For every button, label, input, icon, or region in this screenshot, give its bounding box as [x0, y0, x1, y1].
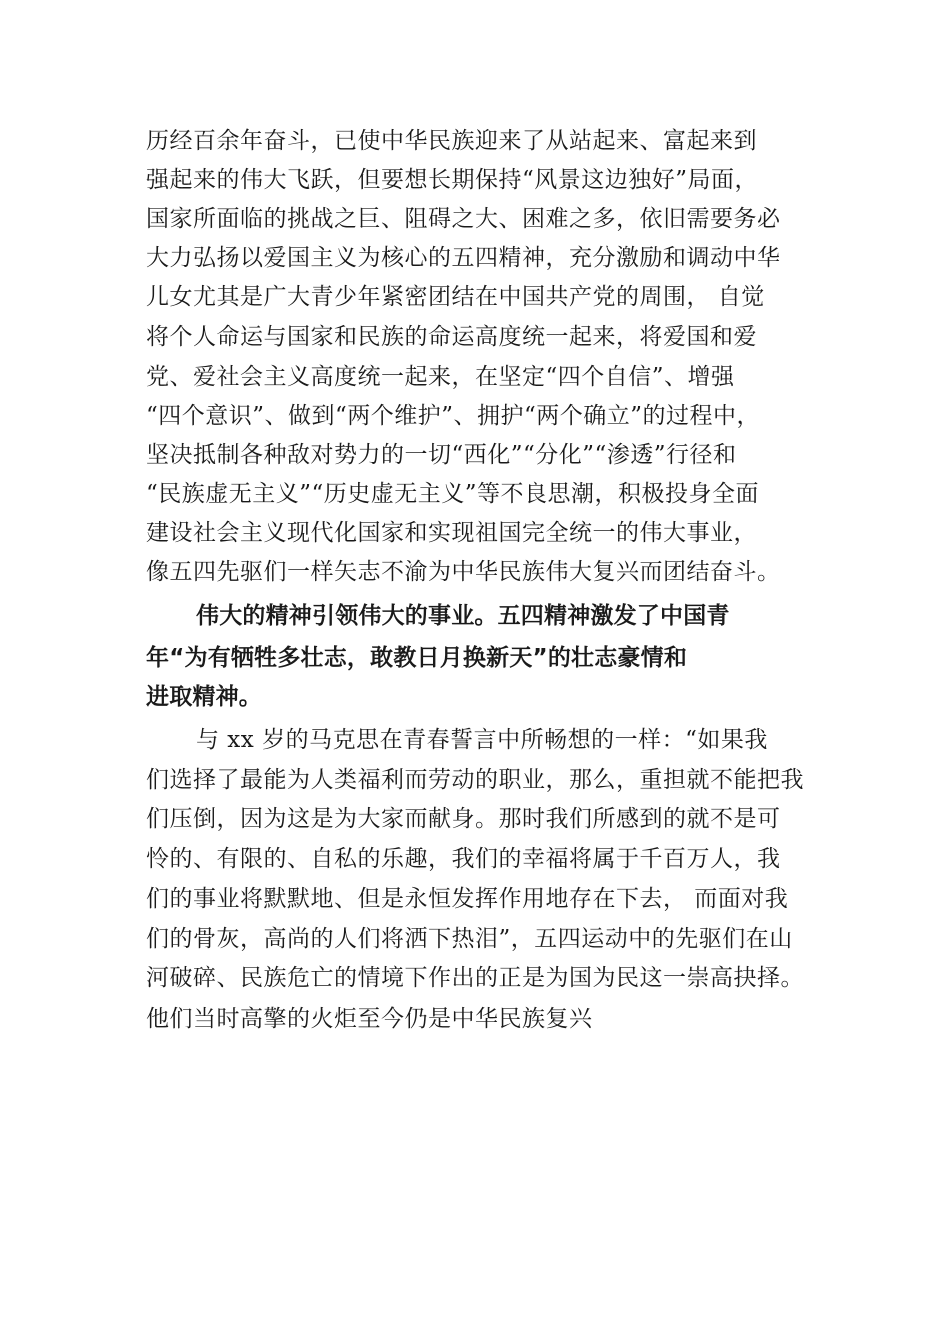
paragraph-1-line-5: 儿女尤其是广大青少年紧密团结在中国共产党的周围， 自觉 — [146, 284, 765, 310]
paragraph-3-line-6: 们的骨灰，高尚的人们将洒下热泪”，五四运动中的先驱们在山 — [146, 926, 793, 952]
paragraph-1-line-4: 大力弘扬以爱国主义为核心的五四精神，充分激励和调动中华 — [146, 245, 781, 271]
paragraph-3-line-8: 他们当时高擎的火炬至今仍是中华民族复兴 — [146, 1006, 593, 1032]
paragraph-3-line-2: 们选择了最能为人类福利而劳动的职业，那么，重担就不能把我 — [146, 767, 804, 793]
paragraph-3-line-3: 们压倒，因为这是为大家而献身。那时我们所感到的就不是可 — [146, 806, 781, 832]
paragraph-2-line-2: 年“为有牺牲多壮志，敢教日月换新天”的壮志豪情和 — [146, 645, 688, 671]
paragraph-3-line-4: 怜的、有限的、自私的乐趣，我们的幸福将属于千百万人，我 — [146, 846, 781, 872]
paragraph-1-line-9: 坚决抵制各种敌对势力的一切“西化”“分化”“渗透”行径和 — [146, 442, 737, 468]
paragraph-2-line-1: 伟大的精神引领伟大的事业。五四精神激发了中国青 — [196, 603, 730, 629]
paragraph-1-line-10: “民族虚无主义”“历史虚无主义”等不良思潮，积极投身全面 — [146, 481, 760, 507]
paragraph-1-line-7: 党、爱社会主义高度统一起来，在坚定“四个自信”、增强 — [146, 364, 735, 390]
paragraph-2-line-3: 进取精神。 — [146, 684, 262, 710]
paragraph-1-line-11: 建设社会主义现代化国家和实现祖国完全统一的伟大事业， — [146, 520, 757, 546]
paragraph-1-line-6: 将个人命运与国家和民族的命运高度统一起来，将爱国和爱 — [146, 324, 757, 350]
paragraph-1-line-12: 像五四先驱们一样矢志不渝为中华民族伟大复兴而团结奋斗。 — [146, 559, 781, 585]
paragraph-3-line-5: 们的事业将默默地、但是永恒发挥作用地存在下去， 而面对我 — [146, 886, 789, 912]
paragraph-3-line-1: 与 xx 岁的马克思在青春誓言中所畅想的一样：“如果我 — [196, 727, 768, 753]
paragraph-1-line-1: 历经百余年奋斗，已使中华民族迎来了从站起来、富起来到 — [146, 128, 757, 154]
paragraph-1-line-8: “四个意识”、做到“两个维护”、拥护“两个确立”的过程中， — [146, 403, 761, 429]
paragraph-1-line-2: 强起来的伟大飞跃，但要想长期保持“风景这边独好”局面， — [146, 167, 759, 193]
paragraph-1-line-3: 国家所面临的挑战之巨、阻碍之大、困难之多，依旧需要务必 — [146, 206, 781, 232]
paragraph-3-line-7: 河破碎、民族危亡的情境下作出的正是为国为民这一崇高抉择。 — [146, 965, 804, 991]
